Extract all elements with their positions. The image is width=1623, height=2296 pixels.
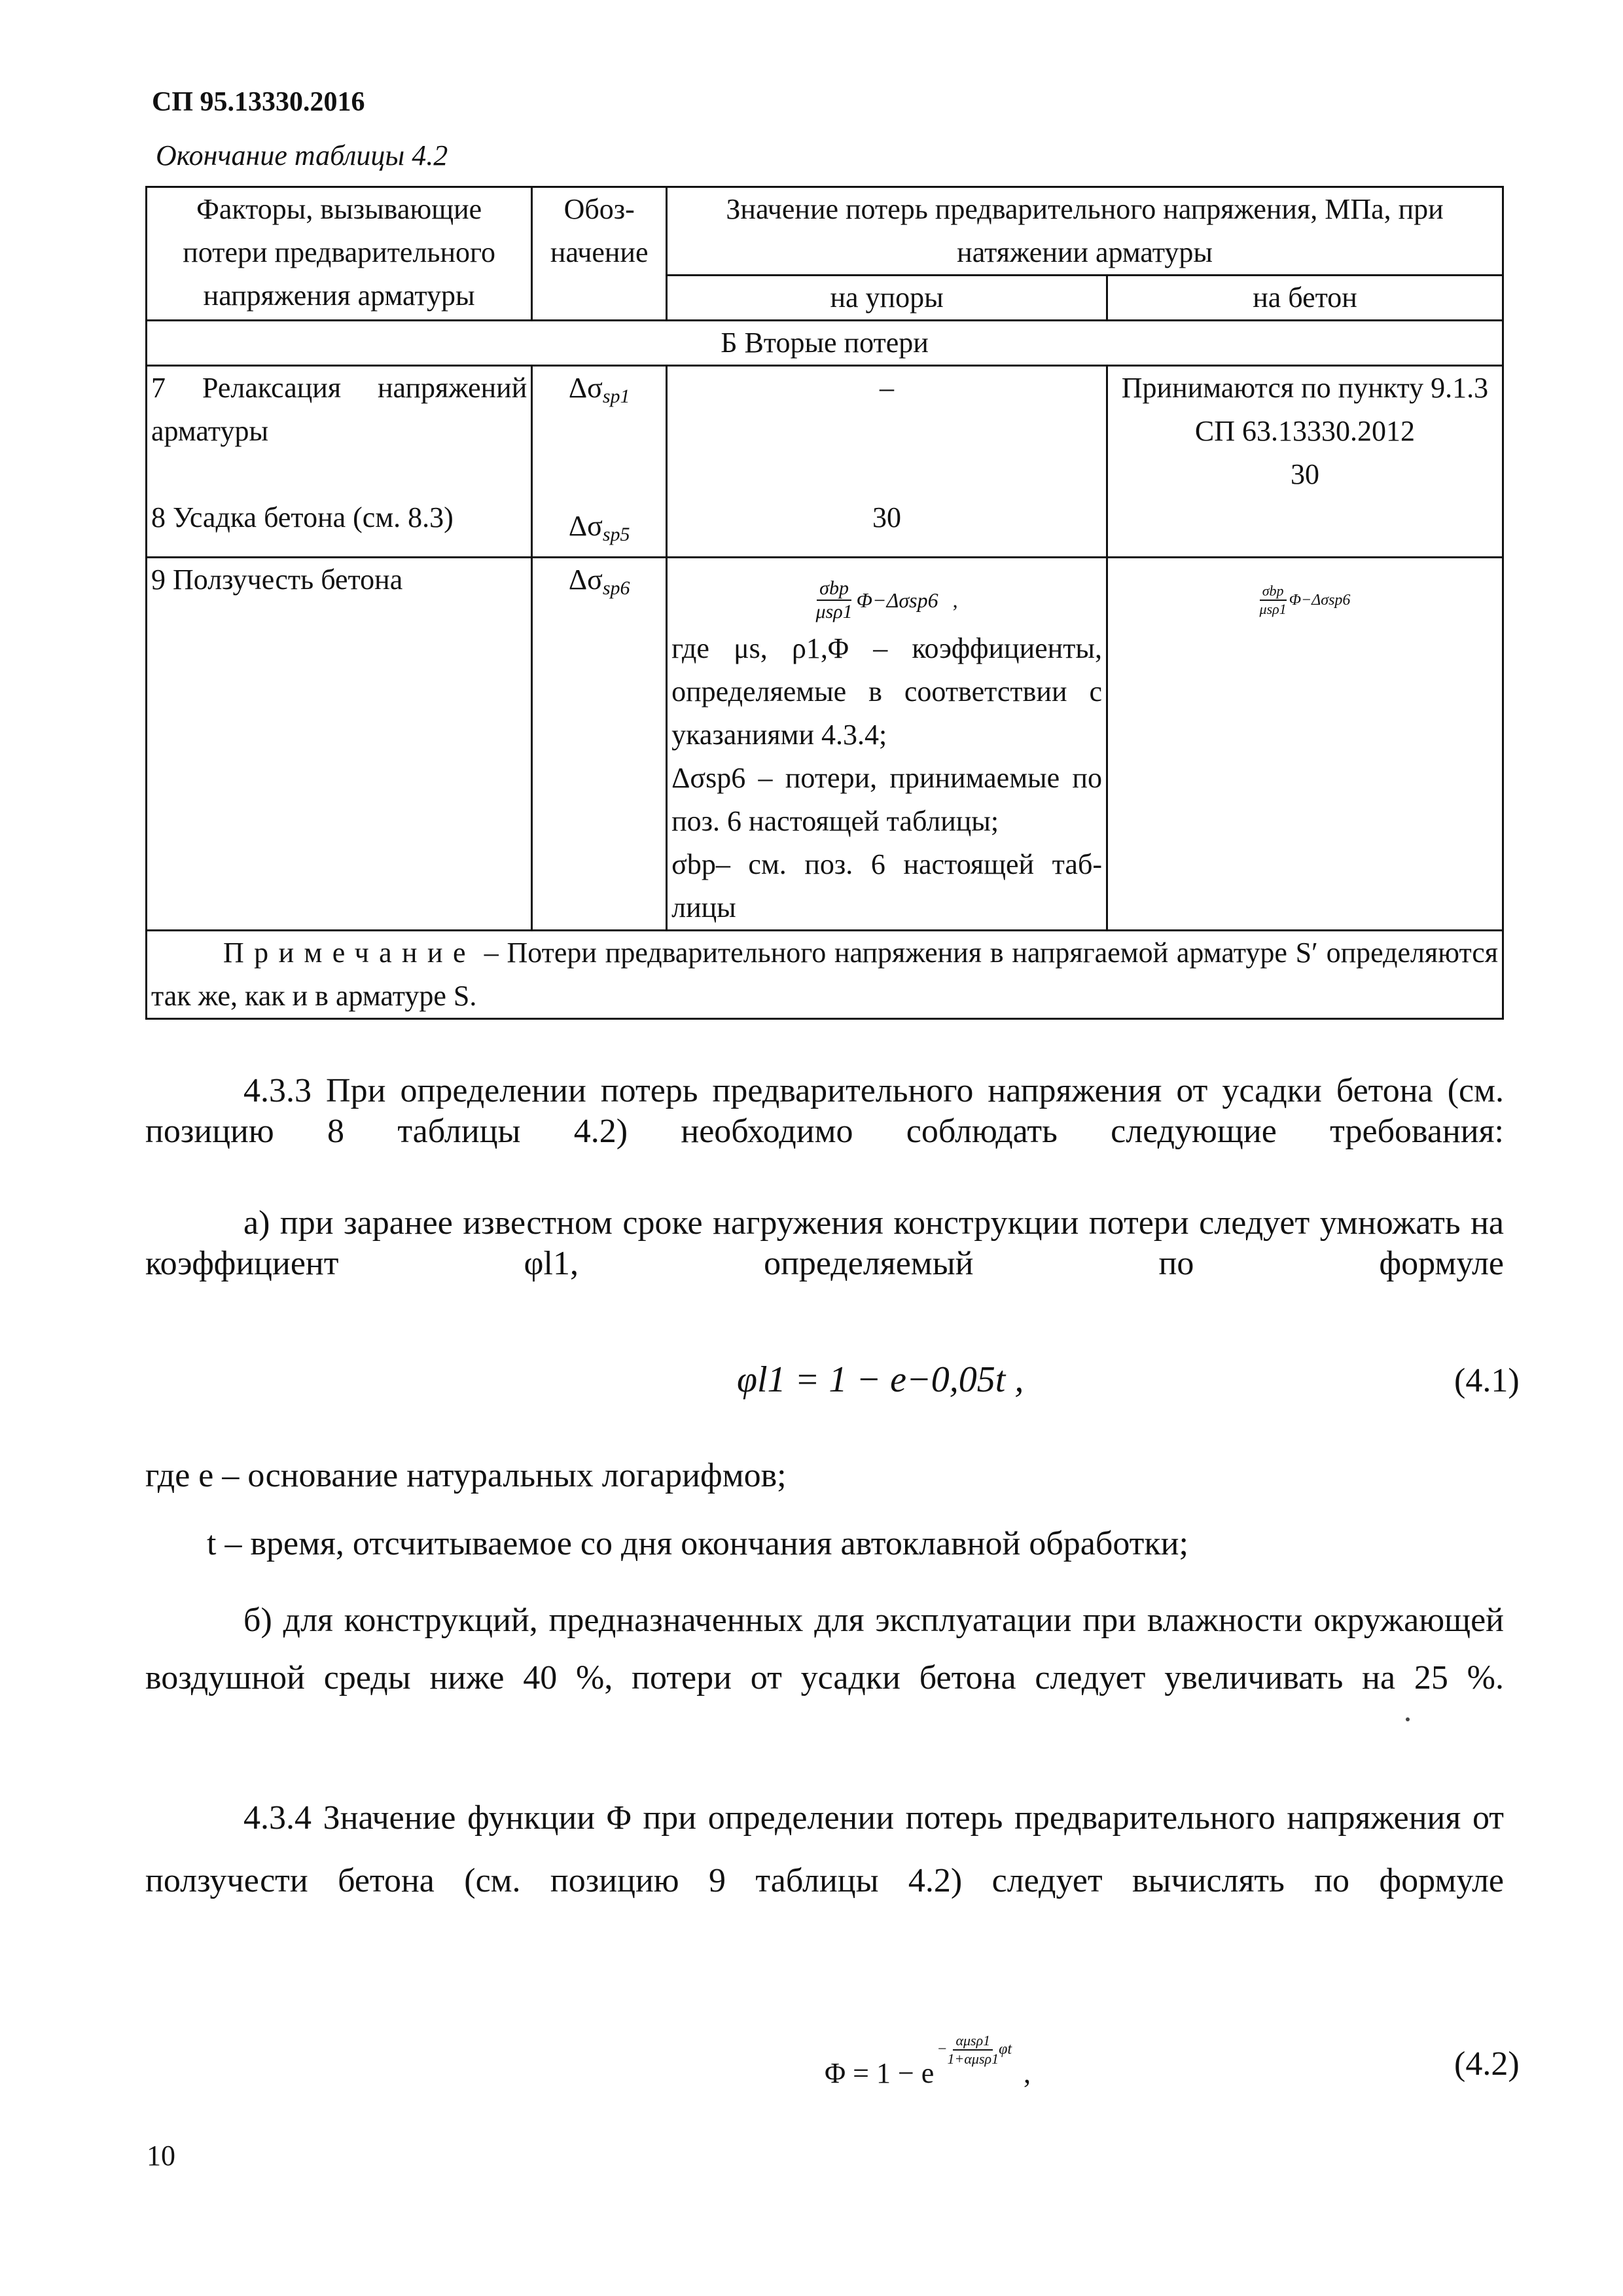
page-number: 10 (147, 2140, 175, 2172)
document-code: СП 95.13330.2016 (152, 87, 365, 117)
paragraph-4-3-4: 4.3.4 Значение функции Φ при определении потерь предварительного напряжения от ползучести бетона (см. позицию 9 таблицы 4.2) следует вычислять по формуле (145, 1799, 1504, 1899)
row9-formula: $\frac{\text{σbp}}{\text{μsρ1}}$ Φ−Δσsp6 , (815, 577, 958, 622)
row9-symbol: $\Delta\sigma_{sp6}$ (532, 558, 667, 931)
col-header-factors: Факторы, вызывающие потери предварительного напряжения арматуры (147, 187, 532, 321)
equation-4-1: φl1 = 1 − e−0,05t , (737, 1359, 1024, 1400)
paragraph-where-e: где е – основание натуральных логарифмов; (145, 1457, 787, 1494)
equation-4-1-number: (4.1) (1454, 1362, 1520, 1399)
row9-factor: 9 Ползучесть бетона (147, 558, 532, 931)
table-section-row (147, 321, 1503, 366)
row8-value-stops: 30 (872, 501, 902, 533)
equation-4-2: Φ = 1 − e − $\frac{\text{αμsρ1}}{\text{1+αμsρ1}}$ φt , (825, 2032, 1031, 2089)
equation-4-2-number: (4.2) (1454, 2045, 1520, 2083)
row9-explain-3: σbp– см. поз. 6 настоящей таб-лицы (671, 848, 1102, 924)
row9-explain-2: Δσsp6 – потери, принимаемые по поз. 6 настоящей таблицы; (671, 762, 1102, 837)
table-row (147, 366, 1503, 558)
paragraph-b: б) для конструкций, предназначенных для эксплуатации при влажности окружающей воздушной среды ниже 40 %, потери от усадки бетона следует увеличивать на 25 %. (145, 1602, 1504, 1696)
subheader-stops: на упоры (667, 276, 1107, 321)
row9-explain-1: где μs, ρ1,Φ – коэффициенты, определяемые в соответствии с указаниями 4.3.4; (671, 632, 1102, 751)
note-row (147, 931, 1503, 1019)
section-title: Б Вторые потери (147, 321, 1503, 366)
row7-value-concrete: Принимаются по пункту 9.1.3 СП 63.13330.2012 30 (1107, 366, 1503, 558)
table-caption: Окончание таблицы 4.2 (156, 139, 448, 171)
row8-factor: 8 Усадка бетона (см. 8.3) (151, 501, 454, 533)
row8-value-concrete: 30 (1290, 458, 1319, 490)
losses-table (145, 186, 1504, 1020)
col-header-values: Значение потерь предварительного напряжения, МПа, при натяжении арматуры (667, 187, 1503, 276)
paragraph-4-3-3: 4.3.3 При определении потерь предварительного напряжения от усадки бетона (см. позицию 8 таблицы 4.2) необходимо соблюдать следующие требования: (145, 1072, 1504, 1150)
row7-factor: 7 Релаксация напряжений арматуры 8 Усадка бетона (см. 8.3) (147, 366, 532, 558)
row8-symbol: $\Delta\sigma_{sp5}$ (568, 510, 630, 545)
row7-symbol: $\Delta\sigma_{sp1}$ $\Delta\sigma_{sp5}$ (532, 366, 667, 558)
row7-value-stops: – 30 (667, 366, 1107, 558)
subheader-concrete: на бетон (1107, 276, 1503, 321)
table-note: Примечание – Потери предварительного напряжения в напрягаемой арматуре S′ определяются так же, как и в арматуре S. (147, 931, 1503, 1019)
col-header-symbol: Обоз-начение (532, 187, 667, 321)
paragraph-a: а) при заранее известном сроке нагружения конструкции потери следует умножать на коэффициент φl1, определяемый по формуле (145, 1204, 1504, 1282)
table-row (147, 558, 1503, 931)
paragraph-t: t – время, отсчитываемое со дня окончания автоклавной обработки; (207, 1525, 1188, 1562)
row9-value-concrete: $\frac{\text{σbp}}{\text{μsρ1}}$ Φ−Δσsp6 (1107, 558, 1503, 931)
row9-value-stops (667, 558, 1107, 931)
table-header-row (147, 187, 1503, 276)
scan-speck (1406, 1717, 1410, 1721)
